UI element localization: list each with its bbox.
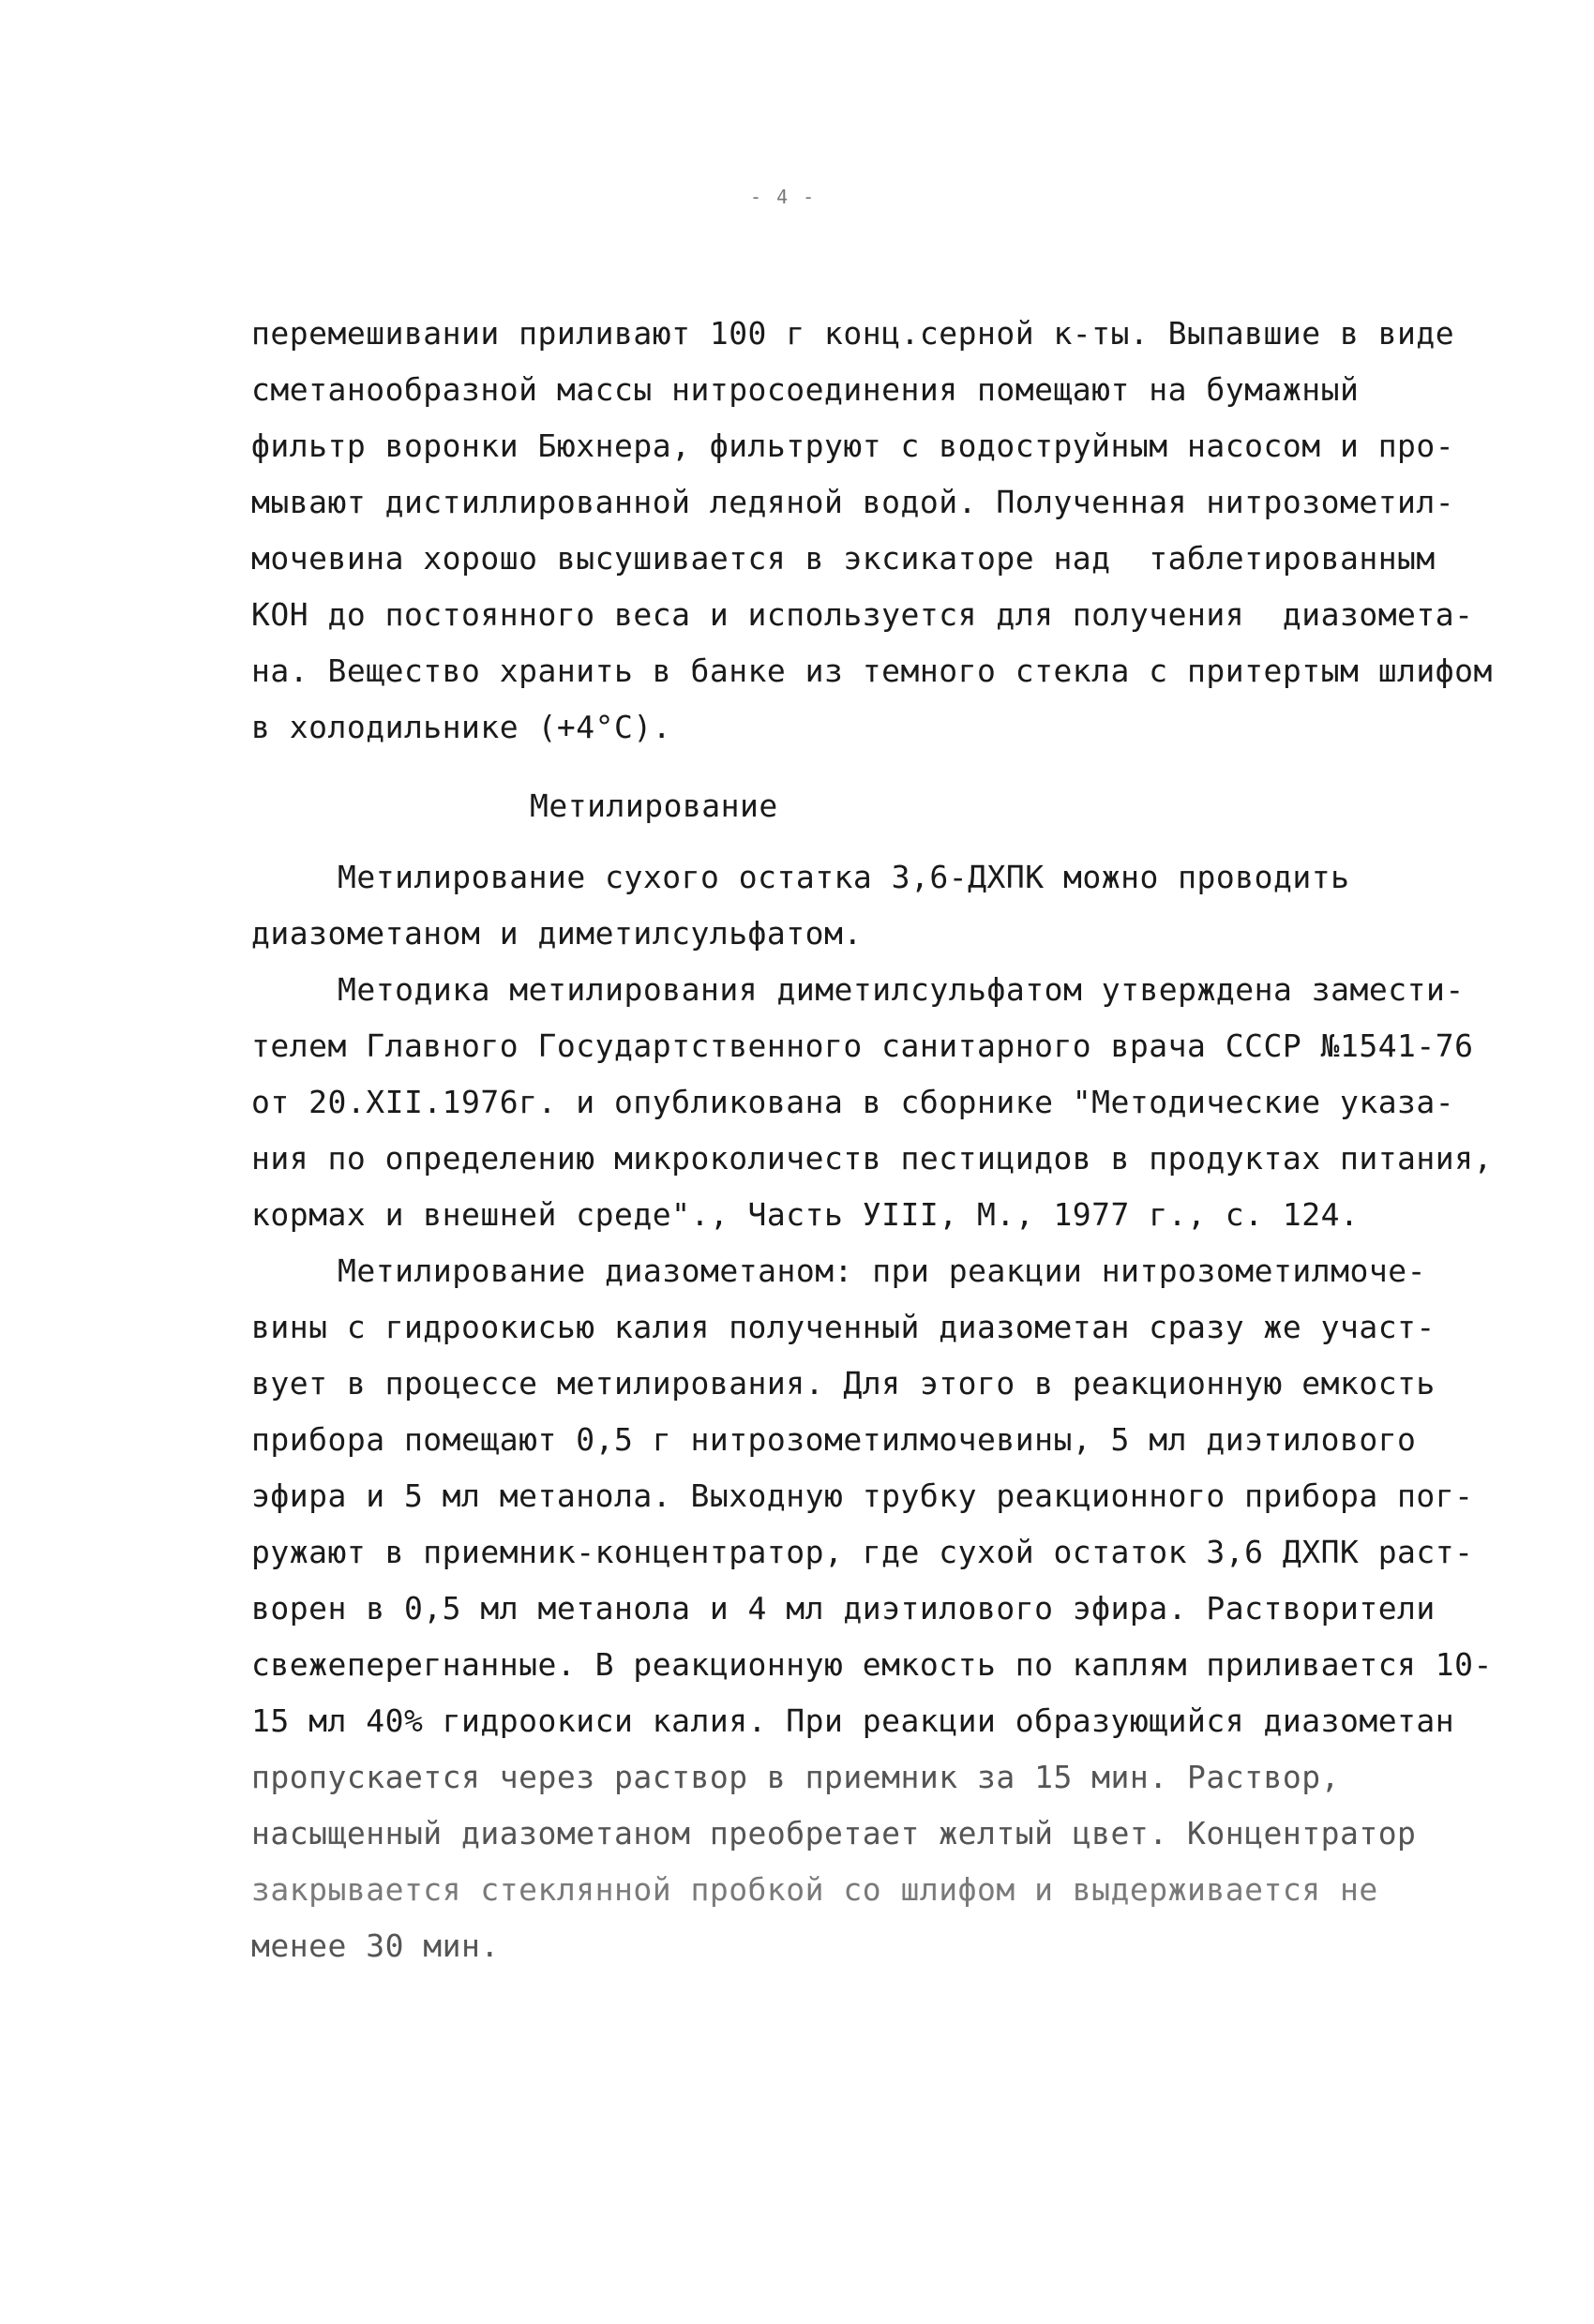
paragraph-1-line-5: мочевина хорошо высушивается в эксикаторе над таблетированным <box>251 540 1436 577</box>
paragraph-1-line-7: на. Вещество хранить в банке из темного стекла с притертым шлифом <box>251 652 1493 689</box>
paragraph-1-line-4: мывают дистиллированной ледяной водой. Полученная нитрозометил- <box>251 484 1455 520</box>
paragraph-4-line-9: 15 мл 40% гидроокиси калия. При реакции образующийся диазометан <box>251 1702 1455 1739</box>
paragraph-3-line-3: от 20.XII.1976г. и опубликована в сборнике "Методические указа- <box>251 1084 1455 1120</box>
paragraph-4-line-13: менее 30 мин. <box>251 1927 500 1964</box>
paragraph-4-line-7: ворен в 0,5 мл метанола и 4 мл диэтилового эфира. Растворители <box>251 1590 1436 1627</box>
paragraph-1-line-1: перемешивании приливают 100 г конц.серной к-ты. Выпавшие в виде <box>251 315 1455 352</box>
section-heading: Метилирование <box>530 787 778 824</box>
paragraph-1-line-6: КОН до постоянного веса и используется для получения диазомета- <box>251 596 1474 633</box>
paragraph-4-line-4: прибора помещают 0,5 г нитрозометилмочевины, 5 мл диэтилового <box>251 1421 1417 1458</box>
paragraph-3-line-5: кормах и внешней среде"., Часть УIII, М., 1977 г., с. 124. <box>251 1196 1360 1233</box>
paragraph-3-line-4: ния по определению микроколичеств пестицидов в продуктах питания, <box>251 1140 1493 1177</box>
paragraph-4-line-12: закрывается стеклянной пробкой со шлифом и выдерживается не <box>251 1871 1378 1908</box>
paragraph-4-line-11: насыщенный диазометаном преобретает желтый цвет. Концентратор <box>251 1815 1417 1852</box>
paragraph-4-line-6: ружают в приемник-концентратор, где сухой остаток 3,6 ДХПК раст- <box>251 1534 1474 1570</box>
paragraph-3-line-2: телем Главного Государтственного санитарного врача СССР №1541-76 <box>251 1027 1474 1064</box>
paragraph-4-line-2: вины с гидроокисью калия полученный диазометан сразу же участ- <box>251 1309 1436 1345</box>
page-number: - 4 - <box>750 186 817 208</box>
paragraph-1-line-2: сметанообразной массы нитросоединения помещают на бумажный <box>251 371 1360 408</box>
paragraph-2-line-2: диазометаном и диметилсульфатом. <box>251 915 863 952</box>
paragraph-4-line-1: Метилирование диазометаном: при реакции нитрозометилмоче- <box>338 1252 1426 1289</box>
paragraph-3-line-1: Методика метилирования диметилсульфатом утверждена замести- <box>338 971 1465 1008</box>
paragraph-4-line-10: пропускается через раствор в приемник за 15 мин. Раствор, <box>251 1759 1340 1795</box>
paragraph-4-line-8: свежеперегнанные. В реакционную емкость по каплям приливается 10- <box>251 1646 1493 1683</box>
paragraph-4-line-5: эфира и 5 мл метанола. Выходную трубку реакционного прибора пог- <box>251 1477 1474 1514</box>
paragraph-2-line-1: Метилирование сухого остатка 3,6-ДХПК можно проводить <box>338 859 1350 895</box>
paragraph-4-line-3: вует в процессе метилирования. Для этого в реакционную емкость <box>251 1365 1436 1402</box>
paragraph-1-line-3: фильтр воронки Бюхнера, фильтруют с водоструйным насосом и про- <box>251 427 1455 464</box>
paragraph-1-line-8: в холодильнике (+4°С). <box>251 709 672 745</box>
